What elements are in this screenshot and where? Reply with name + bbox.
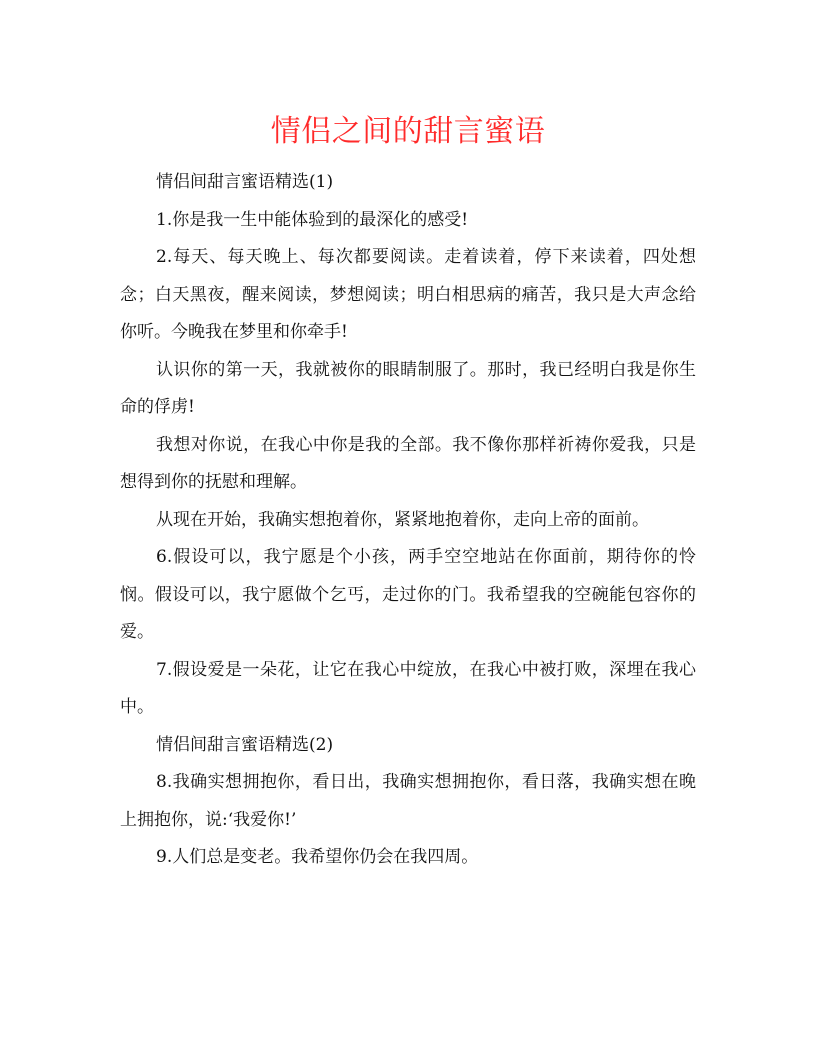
document-title: 情侣之间的甜言蜜语: [270, 114, 546, 149]
paragraph-7: 7.假设爱是一朵花，让它在我心中绽放，在我心中被打败，深埋在我心中。: [120, 659, 696, 717]
paragraph-1: 1.你是我一生中能体验到的最深化的感受!: [156, 209, 469, 230]
paragraph-9: 9.人们总是变老。我希望你仍会在我四周。: [156, 847, 479, 867]
paragraph-8: 8.我确实想拥抱你，看日出，我确实想拥抱你，看日落，我确实想在晚上拥抱你，说:‘我爱你!’: [120, 772, 696, 830]
section-heading-1: 情侣间甜言蜜语精选(1): [156, 172, 334, 192]
paragraph-2: 2.每天、每天晚上、每次都要阅读。走着读着，停下来读着，四处想念；白天黑夜，醒来阅读，梦想阅读；明白相思病的痛苦，我只是大声念给你听。今晚我在梦里和你牵手!: [120, 247, 696, 342]
document-body: [120, 164, 696, 877]
paragraph-5: 从现在开始，我确实想抱着你，紧紧地抱着你，走向上帝的面前。: [156, 509, 649, 530]
section-heading-2: 情侣间甜言蜜语精选(2): [156, 734, 334, 755]
paragraph-3: 认识你的第一天，我就被你的眼睛制服了。那时，我已经明白我是你生命的俘虏!: [120, 359, 696, 417]
paragraph-6: 6.假设可以，我宁愿是个小孩，两手空空地站在你面前，期待你的怜悯。假设可以，我宁愿做个乞丐，走过你的门。我希望我的空碗能包容你的爱。: [120, 547, 696, 642]
paragraph-4: 我想对你说，在我心中你是我的全部。我不像你那样祈祷你爱我，只是想得到你的抚慰和理解。: [120, 434, 696, 492]
